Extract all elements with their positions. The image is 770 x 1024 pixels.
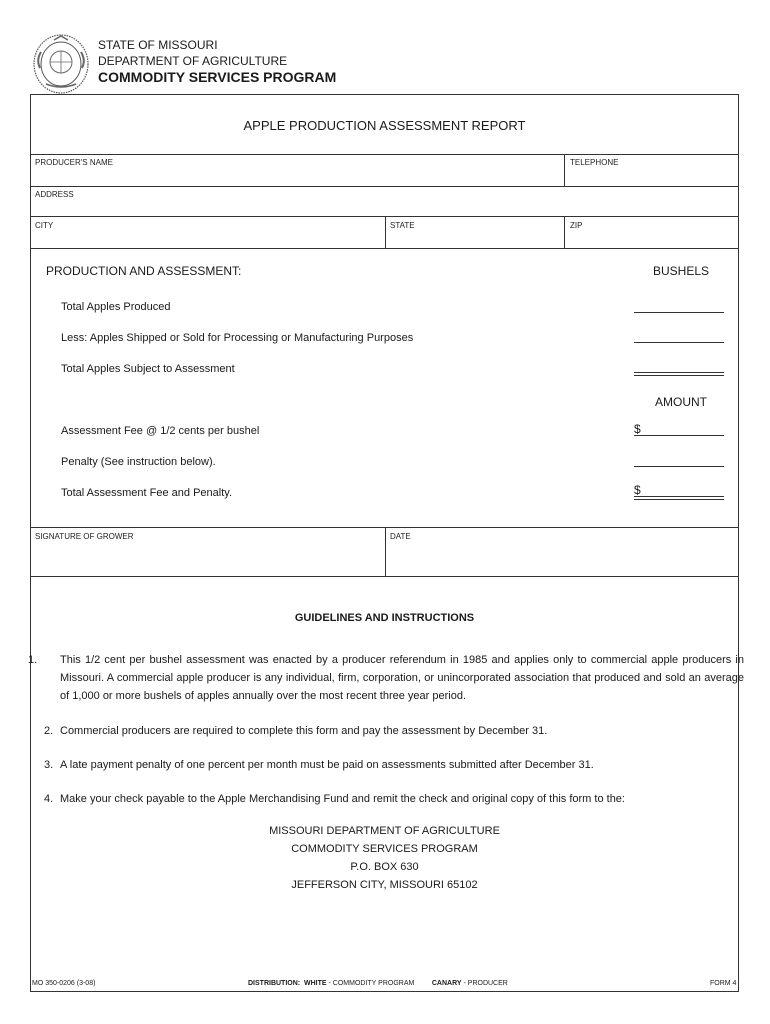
address-line: MISSOURI DEPARTMENT OF AGRICULTURE — [269, 825, 500, 837]
guidelines-title: GUIDELINES AND INSTRUCTIONS — [294, 612, 475, 624]
bushels-header: BUSHELS — [653, 264, 710, 278]
penalty-label: Penalty (See instruction below). — [61, 456, 216, 468]
assessment-fee-input[interactable] — [634, 435, 724, 436]
amount-header: AMOUNT — [655, 395, 707, 409]
city-field[interactable]: CITY — [35, 221, 54, 230]
white-destination: - COMMODITY PROGRAM — [328, 980, 415, 987]
divider — [30, 576, 739, 577]
divider — [30, 154, 739, 155]
assessment-fee-label: Assessment Fee @ 1/2 cents per bushel — [61, 425, 260, 437]
instruction-number: 4. — [44, 793, 54, 805]
mailing-address — [30, 822, 739, 894]
penalty-input[interactable] — [634, 466, 724, 467]
telephone-field[interactable]: TELEPHONE — [570, 158, 619, 167]
divider — [564, 216, 565, 248]
divider — [564, 154, 565, 186]
total-fee-penalty-input[interactable] — [634, 496, 724, 500]
producers-name-field[interactable]: PRODUCER'S NAME — [35, 158, 113, 167]
subject-to-assessment-label: Total Apples Subject to Assessment — [61, 363, 235, 375]
instruction-text: Commercial producers are required to complete this form and pay the assessment by December 31. — [60, 725, 548, 737]
form-title: APPLE PRODUCTION ASSESSMENT REPORT — [243, 118, 526, 133]
divider — [385, 527, 386, 576]
total-produced-input[interactable] — [634, 312, 724, 313]
header-department: DEPARTMENT OF AGRICULTURE — [98, 54, 288, 68]
form-number: MO 350-0206 (3-08) — [32, 980, 96, 987]
divider — [30, 248, 739, 249]
dollar-sign: $ — [634, 422, 641, 436]
divider — [30, 186, 739, 187]
instruction-text: Make your check payable to the Apple Merchandising Fund and remit the check and original copy of this form to the: — [60, 793, 625, 805]
address-line: COMMODITY SERVICES PROGRAM — [291, 843, 478, 855]
form-id: FORM 4 — [710, 980, 737, 987]
distribution-label: DISTRIBUTION: — [248, 980, 301, 987]
production-heading: PRODUCTION AND ASSESSMENT: — [46, 264, 242, 278]
canary-destination: - PRODUCER — [463, 980, 508, 987]
instruction-text: A late payment penalty of one percent per month must be paid on assessments submitted after December 31. — [60, 759, 594, 771]
signature-field[interactable]: SIGNATURE OF GROWER — [35, 532, 134, 541]
total-produced-label: Total Apples Produced — [61, 301, 171, 313]
white-label: WHITE — [304, 980, 327, 987]
state-field[interactable]: STATE — [390, 221, 415, 230]
instruction-item — [44, 722, 728, 740]
address-line: P.O. BOX 630 — [350, 861, 419, 873]
instruction-number: 1. — [28, 654, 38, 666]
date-field[interactable]: DATE — [390, 532, 411, 541]
instruction-text: This 1/2 cent per bushel assessment was enacted by a producer referendum in 1985 and applies only to commercial apple producers in Missouri. A commercial apple producer is any individual, firm, corporation, or unincorporated association that produced and sold an average of 1,000 or more bushels of apples annually over the most recent three year period. — [60, 654, 744, 702]
less-shipped-label: Less: Apples Shipped or Sold for Processing or Manufacturing Purposes — [61, 332, 414, 344]
address-line: JEFFERSON CITY, MISSOURI 65102 — [291, 879, 478, 891]
canary-label: CANARY — [431, 980, 462, 987]
address-field[interactable]: ADDRESS — [35, 190, 74, 199]
header-state: STATE OF MISSOURI — [98, 38, 218, 52]
instruction-number: 2. — [44, 725, 54, 737]
instruction-item — [44, 790, 728, 808]
instruction-item — [44, 756, 728, 774]
distribution-note — [248, 980, 508, 987]
instruction-number: 3. — [44, 759, 54, 771]
zip-field[interactable]: ZIP — [570, 221, 583, 230]
divider — [385, 216, 386, 248]
total-fee-penalty-label: Total Assessment Fee and Penalty. — [61, 487, 232, 499]
instruction-item — [28, 651, 744, 705]
less-shipped-input[interactable] — [634, 342, 724, 343]
subject-to-assessment-input[interactable] — [634, 372, 724, 376]
dollar-sign: $ — [634, 483, 641, 497]
header-program: COMMODITY SERVICES PROGRAM — [98, 69, 337, 85]
missouri-state-seal-icon — [32, 32, 90, 96]
